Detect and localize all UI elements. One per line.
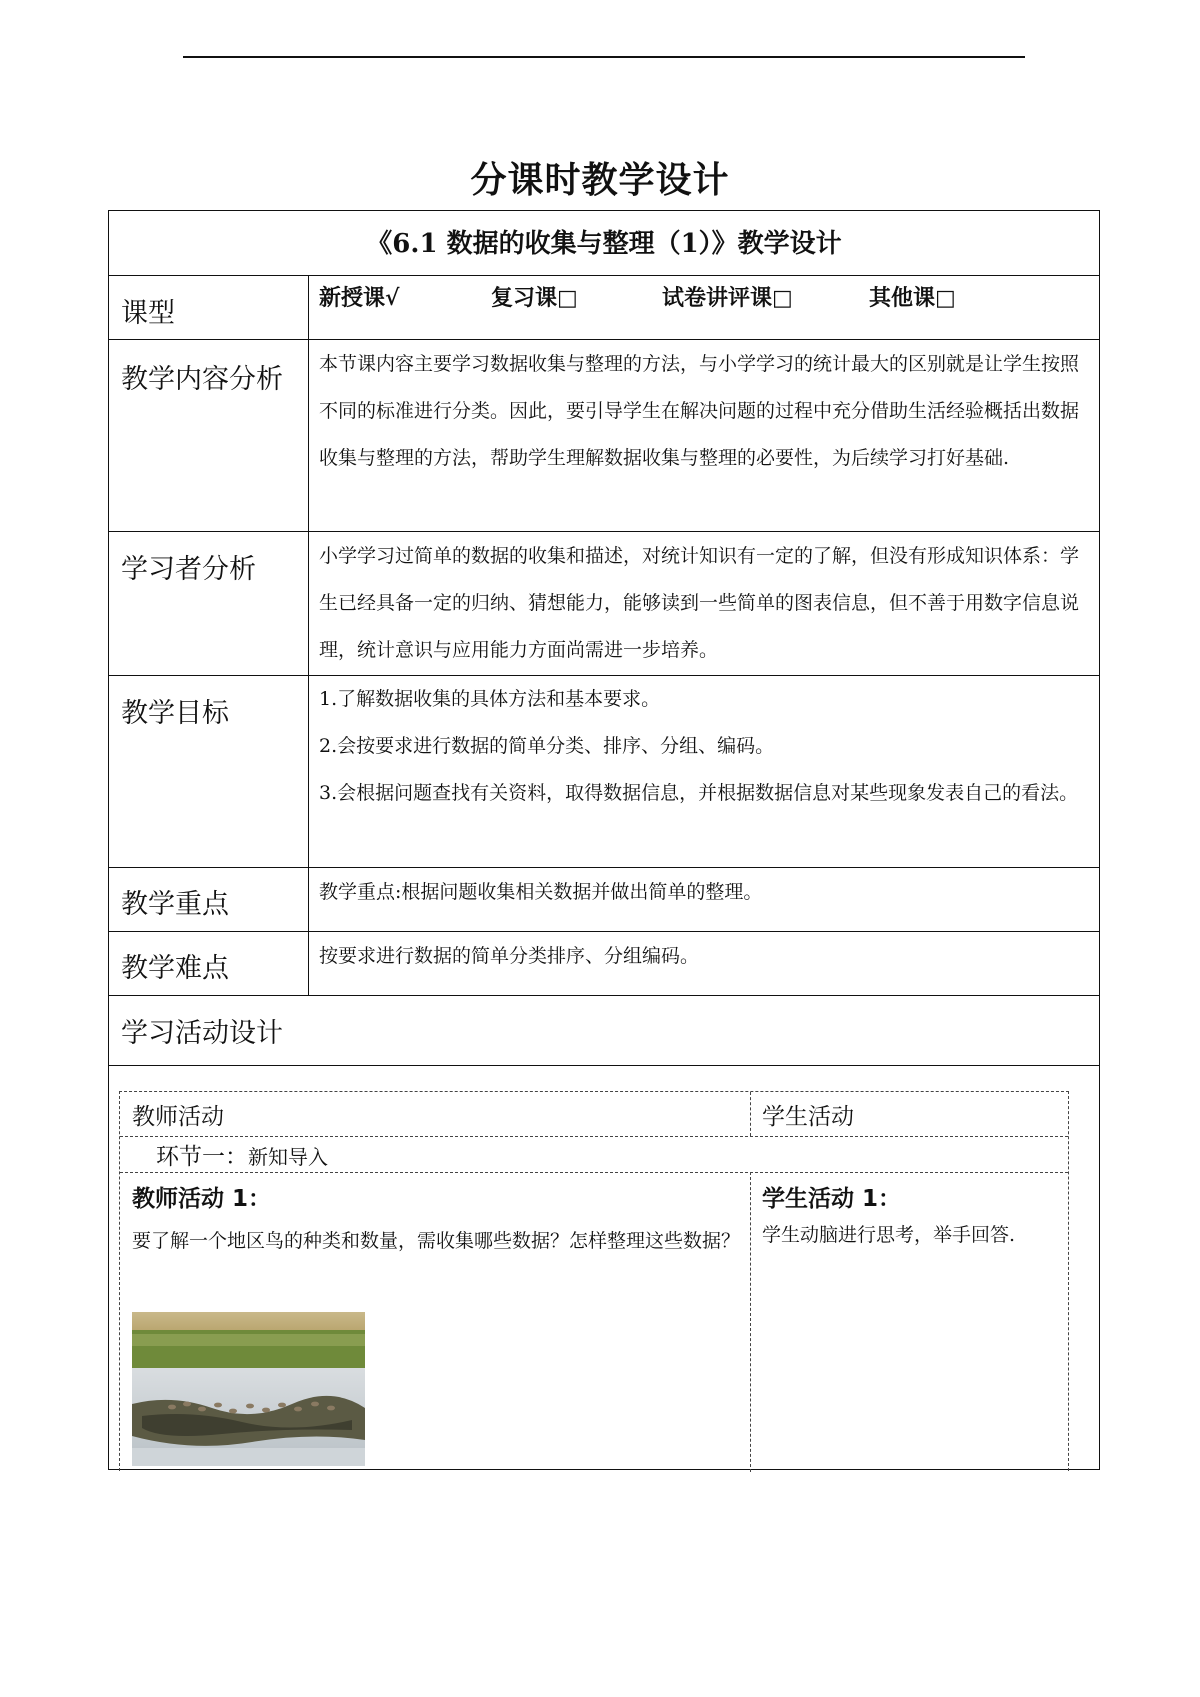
course-type-exam-review: 试卷讲评课□ (662, 285, 793, 311)
objective-item: 1.了解数据收集的具体方法和基本要求。 (319, 688, 661, 710)
wetland-birds-photo (132, 1312, 365, 1466)
activity-column-divider (750, 1172, 751, 1472)
row-divider (109, 1065, 1099, 1066)
learner-analysis-text: 小学学习过简单的数据的收集和描述，对统计知识有一定的了解，但没有形成知识体系：学生已经具备一定的归纳、猜想能力，能够读到一些简单的图表信息，但不善于用数字信息说理，统计意识与应用能力方面尚需进一步培养。 (319, 545, 1080, 661)
key-points-text: 教学重点:根据问题收集相关数据并做出简单的整理。 (319, 881, 763, 903)
course-type-new: 新授课√ (319, 285, 400, 311)
section-prefix: 环节一： (156, 1144, 248, 1170)
course-type-review: 复习课□ (491, 285, 578, 311)
column-divider (308, 275, 309, 995)
learner-analysis-label: 学习者分析 (121, 554, 256, 585)
objectives-list (319, 676, 1089, 817)
student-activity-title: 学生活动 1： (762, 1186, 902, 1212)
row-divider (109, 339, 1099, 340)
activity-design-label: 学习活动设计 (121, 1018, 283, 1049)
objective-item: 3.会根据问题查找有关资料，取得数据信息，并根据数据信息对某些现象发表自己的看法。 (319, 782, 1079, 804)
header-rule (183, 56, 1025, 58)
row-divider (109, 931, 1099, 932)
activity-table (119, 1091, 1069, 1471)
content-analysis-label: 教学内容分析 (121, 364, 283, 395)
activity-row-divider (120, 1136, 1068, 1137)
document-title: 分课时教学设计 (470, 160, 730, 201)
course-type-other: 其他课□ (869, 285, 956, 311)
section-name: 新知导入 (248, 1145, 328, 1169)
section-heading (156, 1138, 328, 1171)
row-divider (109, 531, 1099, 532)
lesson-plan-table (108, 210, 1100, 1470)
difficulties-label: 教学难点 (121, 953, 229, 984)
key-points-label: 教学重点 (121, 889, 229, 920)
student-activity-header: 学生活动 (762, 1104, 854, 1130)
objective-item: 2.会按要求进行数据的简单分类、排序、分组、编码。 (319, 735, 775, 757)
wetland-birds-image (132, 1312, 365, 1466)
teacher-activity-title: 教师活动 1： (132, 1186, 272, 1212)
activity-column-divider (750, 1092, 751, 1136)
content-analysis-text: 本节课内容主要学习数据收集与整理的方法，与小学学习的统计最大的区别就是让学生按照不同的标准进行分类。因此，要引导学生在解决问题的过程中充分借助生活经验概括出数据收集与整理的方法，帮助学生理解数据收集与整理的必要性，为后续学习打好基础. (319, 353, 1080, 469)
difficulties-text: 按要求进行数据的简单分类排序、分组编码。 (319, 945, 700, 967)
row-divider (109, 275, 1099, 276)
row-divider (109, 867, 1099, 868)
lesson-title: 《6.1 数据的收集与整理（1）》教学设计 (366, 229, 842, 259)
activity-row-divider (120, 1172, 1068, 1173)
teacher-activity-header: 教师活动 (132, 1104, 224, 1130)
course-type-label: 课型 (121, 298, 175, 329)
row-divider (109, 995, 1099, 996)
student-activity-text: 学生动脑进行思考，举手回答. (762, 1224, 1016, 1246)
teacher-activity-text: 要了解一个地区鸟的种类和数量，需收集哪些数据？怎样整理这些数据？ (132, 1230, 741, 1252)
objectives-label: 教学目标 (121, 698, 229, 729)
